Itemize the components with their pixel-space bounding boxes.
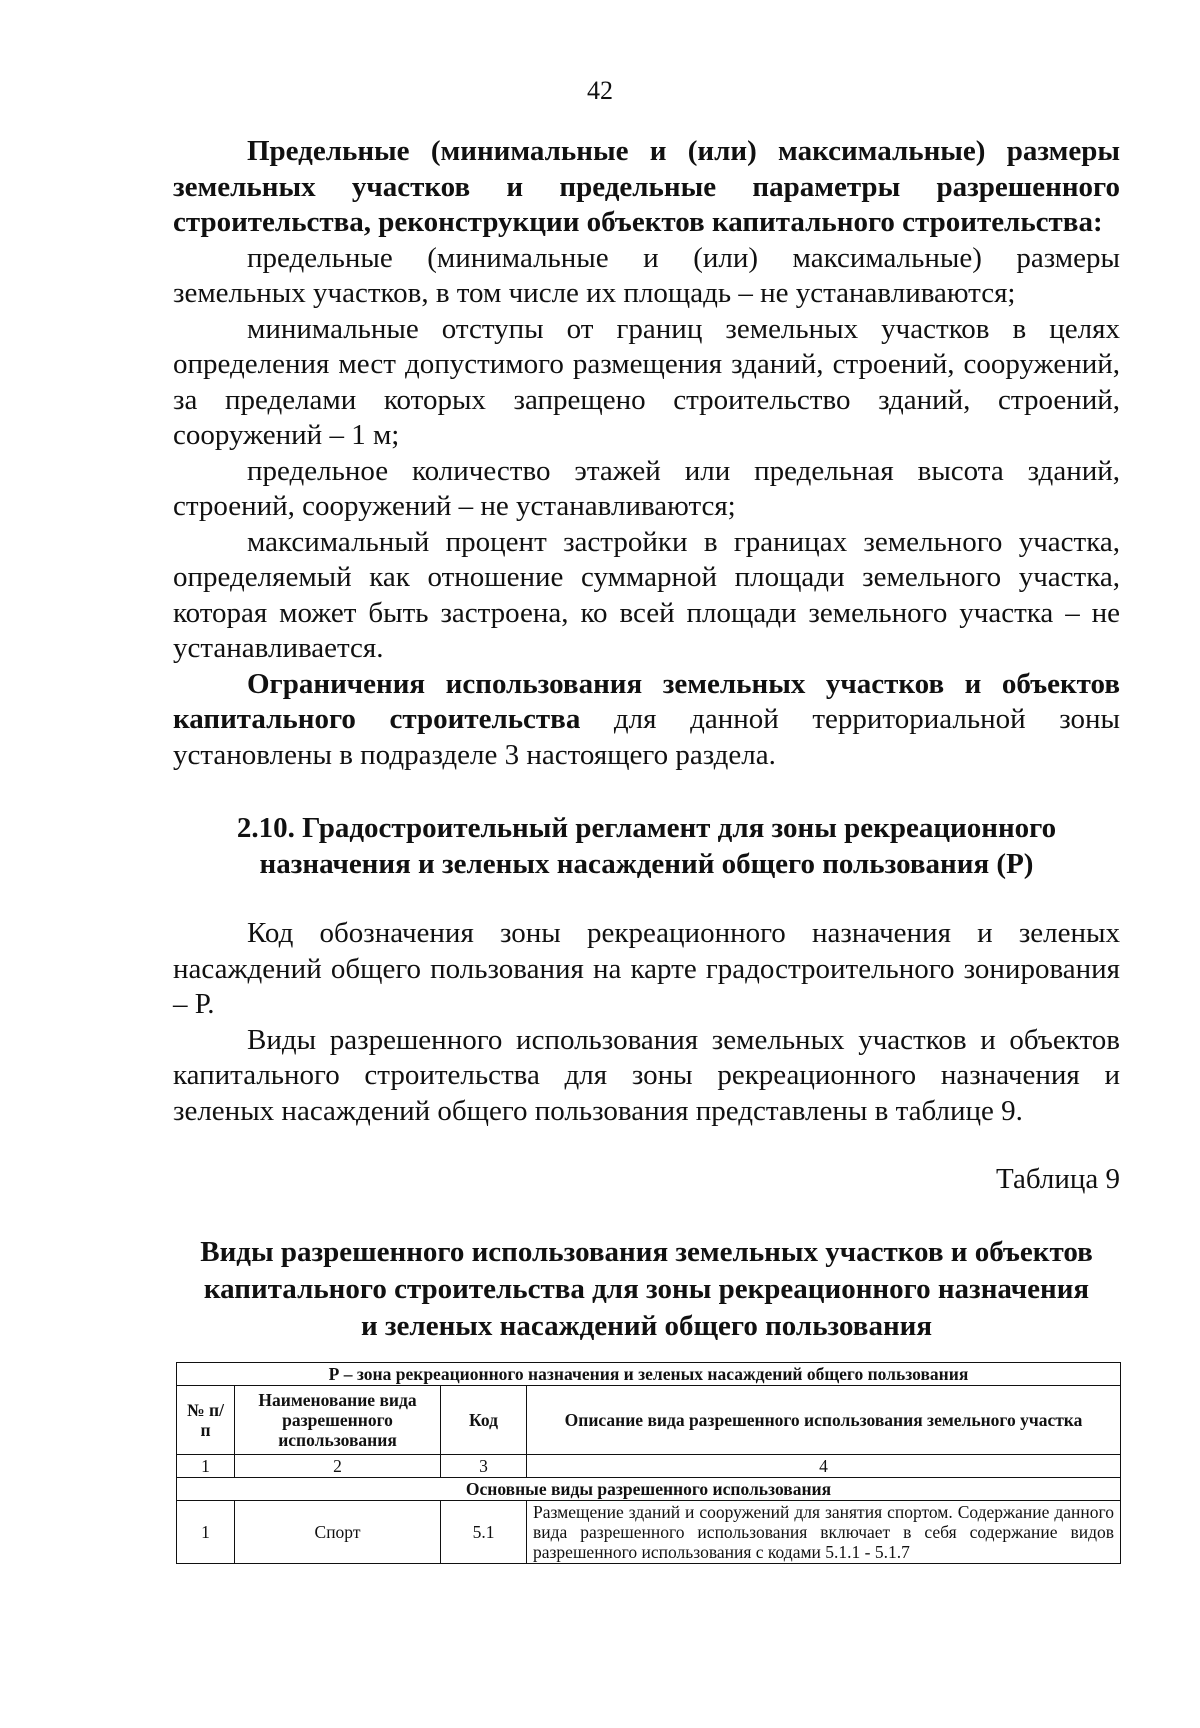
column-number: 2 <box>235 1455 441 1478</box>
table-caption: Таблица 9 <box>995 1163 1120 1195</box>
table-column-number-row <box>177 1455 1121 1478</box>
zone-code-paragraph: Код обозначения зоны рекреационного назначения и зеленых насаждений общего пользования на карте градостроительного зонирования – Р. <box>173 917 1120 1020</box>
document-body <box>173 134 1120 1345</box>
table-row <box>177 1501 1121 1564</box>
table-zone-header-row <box>177 1363 1121 1386</box>
restrictions-bold: Ограничения использования земельных участков и объектов капитального строительства <box>173 667 1120 735</box>
limit-item-area: предельные (минимальные и (или) максимальные) размеры земельных участков, в том числе их площадь – не устанавливаются; <box>173 241 1120 309</box>
zone-header-cell: Р – зона рекреационного назначения и зеленых насаждений общего пользования <box>177 1363 1121 1386</box>
limit-item-floors: предельное количество этажей или предельная высота зданий, строений, сооружений – не устанавливаются; <box>173 454 1120 522</box>
column-number: 1 <box>177 1455 235 1478</box>
page-number: 42 <box>587 76 613 105</box>
header-desc: Описание вида разрешенного использования земельного участка <box>527 1386 1121 1455</box>
section-title-line1: 2.10. Градостроительный регламент для зоны рекреационного <box>236 812 1057 844</box>
table-title-line1: Виды разрешенного использования земельных участков и объектов <box>200 1235 1093 1268</box>
limits-heading: Предельные (минимальные и (или) максимальные) размеры земельных участков и предельные параметры разрешенного строительства, реконструкции объектов капитального строительства: <box>173 135 1120 238</box>
table-header-row <box>177 1386 1121 1455</box>
permitted-uses-paragraph: Виды разрешенного использования земельных участков и объектов капитального строительства для зоны рекреационного назначения и зеленых насаждений общего пользования представлены в таблице 9. <box>173 1023 1120 1127</box>
row-name: Спорт <box>235 1501 441 1564</box>
table-title-line3: и зеленых насаждений общего пользования <box>360 1309 933 1342</box>
column-number: 3 <box>441 1455 527 1478</box>
table-group-row <box>177 1478 1121 1501</box>
header-num: № п/п <box>177 1386 235 1455</box>
restrictions-rest: для данной территориальной зоны установлены в подразделе 3 настоящего раздела. <box>173 703 1120 771</box>
row-code: 5.1 <box>441 1501 527 1564</box>
table-title-line2: капитального строительства для зоны рекреационного назначения <box>203 1272 1090 1305</box>
row-num: 1 <box>177 1501 235 1564</box>
section-title-line2: назначения и зеленых насаждений общего пользования (Р) <box>259 848 1034 880</box>
restrictions-paragraph <box>173 667 1120 774</box>
permitted-uses-table <box>176 1362 1121 1564</box>
limit-item-setback: минимальные отступы от границ земельных участков в целях определения мест допустимого размещения зданий, строений, сооружений, за пределами которых запрещено строительство зданий, строений, сооружений – 1 м; <box>173 312 1120 451</box>
limit-item-coverage: максимальный процент застройки в границах земельного участка, определяемый как отношение суммарной площади земельного участка, которая может быть застроена, ко всей площади земельного участка – не устанавливается. <box>173 525 1120 664</box>
header-code: Код <box>441 1386 527 1455</box>
header-name: Наименование вида разрешенного использования <box>235 1386 441 1455</box>
row-desc: Размещение зданий и сооружений для занятия спортом. Содержание данного вида разрешенного использования включает в себя содержание видов разрешенного использования с кодами 5.1.1 - 5.1.7 <box>527 1501 1121 1564</box>
column-number: 4 <box>527 1455 1121 1478</box>
group-header-cell: Основные виды разрешенного использования <box>177 1478 1121 1501</box>
